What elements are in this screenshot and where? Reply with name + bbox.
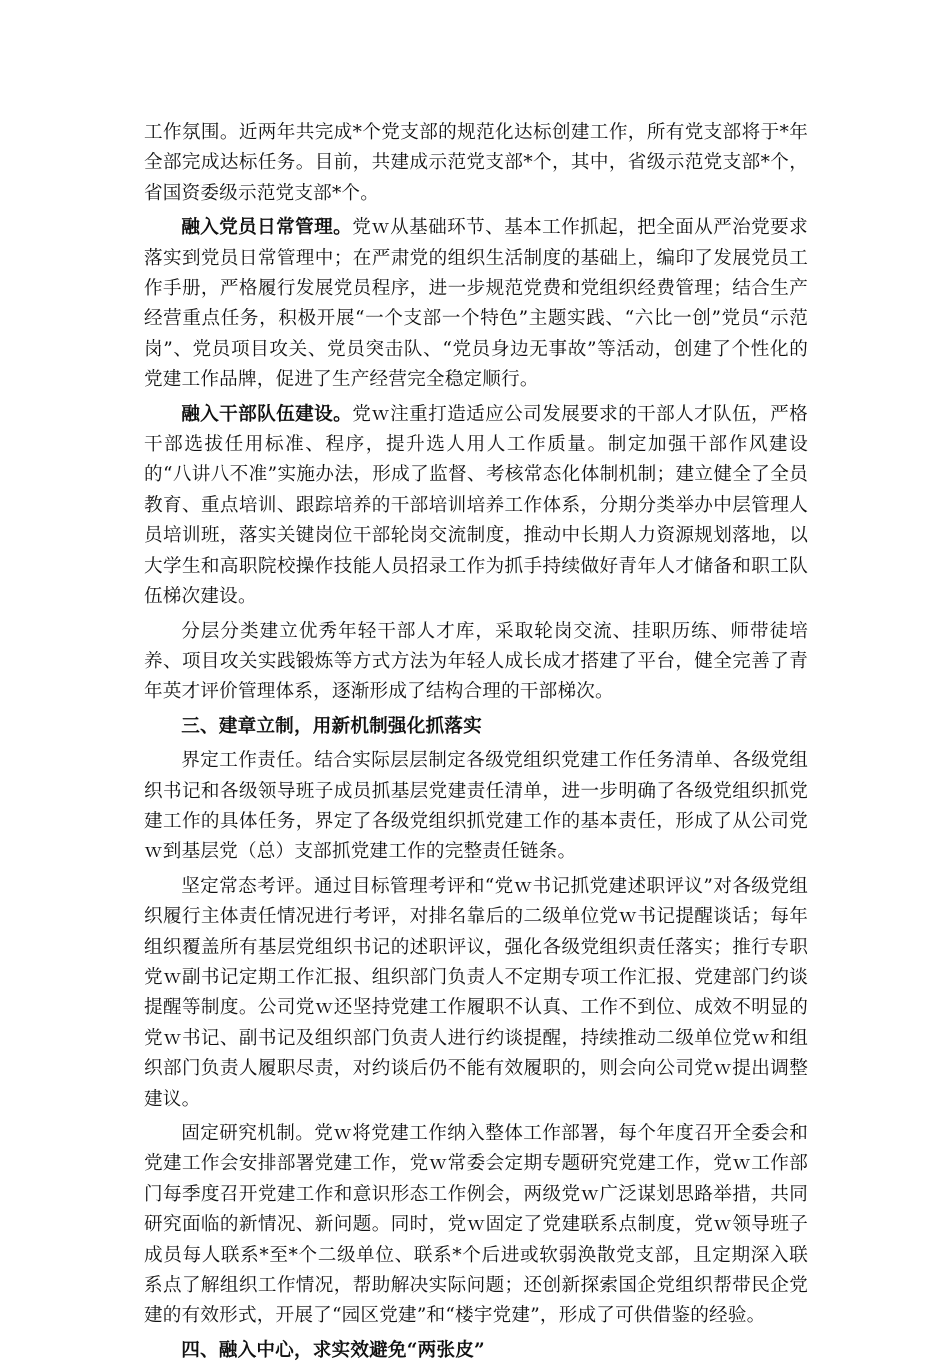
- paragraph-young-cadre-pool: [144, 617, 808, 708]
- paragraph-lead: 融入干部队伍建设。: [181, 403, 353, 425]
- paragraph-party-member-management: [144, 213, 808, 395]
- paragraph-define-responsibility: [144, 746, 808, 868]
- paragraph-cadre-team-building: [144, 400, 808, 613]
- section-heading-4: 四、融入中心，求实效避免“两张皮”: [181, 1339, 485, 1361]
- paragraph-text: 坚定常态考评。通过目标管理考评和“党ｗ书记抓党建述职评议”对各级党组织履行主体责任情况进行考评，对排名靠后的二级单位党ｗ书记提醒谈话；每年组织覆盖所有基层党组织书记的述职评议，强化各级党组织责任落实；推行专职党ｗ副书记定期工作汇报、组织部门负责人不定期专项工作汇报、党建部门约谈提醒等制度。公司党ｗ还坚持党建工作履职不认真、工作不到位、成效不明显的党ｗ书记、副书记及组织部门负责人进行约谈提醒，持续推动二级单位党ｗ和组织部门负责人履职尽责，对约谈后仍不能有效履职的，则会向公司党ｗ提出调整建议。: [144, 875, 808, 1110]
- paragraph-text: 固定研究机制。党ｗ将党建工作纳入整体工作部署，每个年度召开全委会和党建工作会安排部署党建工作，党ｗ常委会定期专题研究党建工作，党ｗ工作部门每季度召开党建工作和意识形态工作例会，两级党ｗ广泛谋划思路举措，共同研究面临的新情况、新问题。同时，党ｗ固定了党建联系点制度，党ｗ领导班子成员每人联系*至*个二级单位、联系*个后进或软弱涣散党支部，且定期深入联系点了解组织工作情况，帮助解决实际问题；还创新探索国企党组织帮带民企党建的有效形式，开展了“园区党建”和“楼宇党建”，形成了可供借鉴的经验。: [144, 1123, 808, 1327]
- paragraph-text: 党ｗ从基础环节、基本工作抓起，把全面从严治党要求落实到党员日常管理中；在严肃党的组织生活制度的基础上，编印了发展党员工作手册，严格履行发展党员程序，进一步规范党费和党组织经费管理；结合生产经营重点任务，积极开展“一个支部一个特色”主题实践、“六比一创”党员“示范岗”、党员项目攻关、党员突击队、“党员身边无事故”等活动，创建了个性化的党建工作品牌，促进了生产经营完全稳定顺行。: [144, 217, 808, 391]
- document-body: [144, 118, 808, 1366]
- paragraph-text: 工作氛围。近两年共完成*个党支部的规范化达标创建工作，所有党支部将于*年全部完成达标任务。目前，共建成示范党支部*个，其中，省级示范党支部*个，省国资委级示范党支部*个。: [144, 122, 808, 204]
- paragraph-regular-evaluation: [144, 872, 808, 1115]
- paragraph-research-mechanism: [144, 1119, 808, 1332]
- paragraph-text: 党ｗ注重打造适应公司发展要求的干部人才队伍，严格干部选拔任用标准、程序，提升选人用人工作质量。制定加强干部作风建设的“八讲八不准”实施办法，形成了监督、考核常态化体制机制；建立健全了全员教育、重点培训、跟踪培养的干部培训培养工作体系，分期分类举办中层管理人员培训班，落实关键岗位干部轮岗交流制度，推动中长期人力资源规划落地，以大学生和高职院校操作技能人员招录工作为抓手持续做好青年人才储备和职工队伍梯次建设。: [144, 403, 808, 608]
- paragraph-lead: 融入党员日常管理。: [181, 217, 353, 239]
- paragraph-text: 分层分类建立优秀年轻干部人才库，采取轮岗交流、挂职历练、师带徒培养、项目攻关实践锻炼等方式方法为年轻人成长成才搭建了平台，健全完善了青年英才评价管理体系，逐渐形成了结构合理的干部梯次。: [144, 620, 808, 703]
- paragraph-text: 界定工作责任。结合实际层层制定各级党组织党建工作任务清单、各级党组织书记和各级领导班子成员抓基层党建责任清单，进一步明确了各级党组织抓党建工作的具体任务，界定了各级党组织抓党建工作的基本责任，形成了从公司党ｗ到基层党（总）支部抓党建工作的完整责任链条。: [144, 750, 808, 863]
- paragraph-work-atmosphere: [144, 118, 808, 209]
- section-heading-3: 三、建章立制，用新机制强化抓落实: [181, 715, 482, 737]
